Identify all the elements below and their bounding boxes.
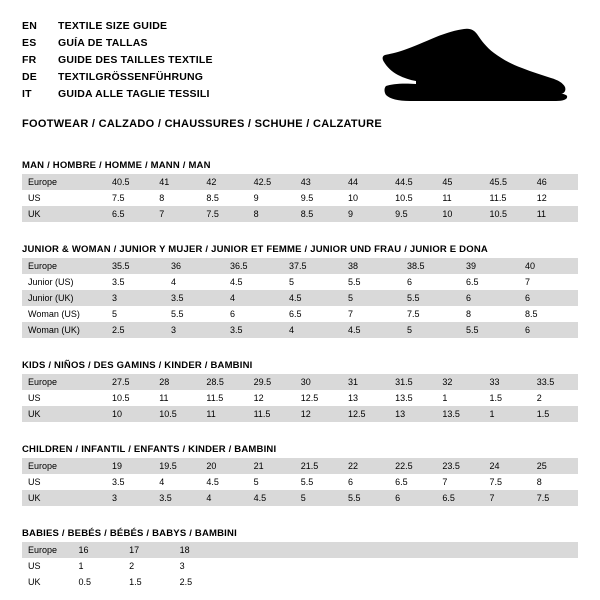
size-cell: 11.5 xyxy=(248,406,295,422)
size-cell: 6.5 xyxy=(106,206,153,222)
size-cell: 43 xyxy=(295,174,342,190)
size-cell: 4.5 xyxy=(224,274,283,290)
size-cell: 21 xyxy=(248,458,295,474)
size-cell: 12 xyxy=(295,406,342,422)
size-cell: 23.5 xyxy=(436,458,483,474)
size-cell: 4 xyxy=(200,490,247,506)
size-cell: 13.5 xyxy=(436,406,483,422)
row-label: Europe xyxy=(22,374,106,390)
size-cell: 5 xyxy=(283,274,342,290)
row-label: US xyxy=(22,474,106,490)
size-cell: 5.5 xyxy=(342,490,389,506)
category-title: FOOTWEAR / CALZADO / CHAUSSURES / SCHUHE / CALZATURE xyxy=(22,118,383,130)
row-label: Woman (UK) xyxy=(22,322,106,338)
size-cell: 7.5 xyxy=(401,306,460,322)
size-cell: 6 xyxy=(519,322,578,338)
size-cell: 11 xyxy=(200,406,247,422)
table-row xyxy=(22,274,578,290)
size-cell: 10 xyxy=(436,206,483,222)
size-cell: 7.5 xyxy=(484,474,531,490)
size-cell: 12.5 xyxy=(295,390,342,406)
table-row xyxy=(22,374,578,390)
size-cell: 27.5 xyxy=(106,374,153,390)
size-cell: 5 xyxy=(248,474,295,490)
language-row xyxy=(22,35,213,52)
size-cell: 30 xyxy=(295,374,342,390)
row-label: Europe xyxy=(22,458,106,474)
size-group-children xyxy=(22,444,578,506)
size-cell: 1 xyxy=(484,406,531,422)
size-cell: 2 xyxy=(123,558,174,574)
size-cell: 8 xyxy=(460,306,519,322)
size-group-babies xyxy=(22,528,578,590)
size-cell: 44.5 xyxy=(389,174,436,190)
language-title: TEXTILGRÖSSENFÜHRUNG xyxy=(58,71,204,83)
size-cell: 3 xyxy=(174,558,225,574)
language-title: GUIDE DES TAILLES TEXTILE xyxy=(58,54,213,66)
size-cell: 39 xyxy=(460,258,519,274)
row-label: Europe xyxy=(22,258,106,274)
size-cell: 3 xyxy=(106,490,153,506)
size-cell: 36 xyxy=(165,258,224,274)
size-table-man xyxy=(22,174,578,222)
size-cell: 5.5 xyxy=(295,474,342,490)
size-cell: 6 xyxy=(401,274,460,290)
size-cell: 3.5 xyxy=(106,274,165,290)
size-cell: 42.5 xyxy=(248,174,295,190)
dress-shoe-icon xyxy=(380,26,570,104)
table-row xyxy=(22,190,578,206)
size-cell: 19 xyxy=(106,458,153,474)
size-table-children xyxy=(22,458,578,506)
size-cell: 5 xyxy=(401,322,460,338)
language-code: EN xyxy=(22,20,37,32)
size-cell: 1.5 xyxy=(531,406,578,422)
size-cell: 10.5 xyxy=(106,390,153,406)
size-cell: 10 xyxy=(342,190,389,206)
size-cell: 11.5 xyxy=(484,190,531,206)
table-row xyxy=(22,574,578,590)
table-row xyxy=(22,458,578,474)
language-row xyxy=(22,69,213,86)
size-cell: 13.5 xyxy=(389,390,436,406)
size-cell: 2.5 xyxy=(174,574,225,590)
size-cell: 6.5 xyxy=(436,490,483,506)
group-title: CHILDREN / INFANTIL / ENFANTS / KINDER / BAMBINI xyxy=(22,444,277,455)
size-cell: 8 xyxy=(531,474,578,490)
size-cell: 3.5 xyxy=(106,474,153,490)
size-cell: 37.5 xyxy=(283,258,342,274)
size-cell: 6 xyxy=(460,290,519,306)
size-cell: 42 xyxy=(200,174,247,190)
language-row xyxy=(22,52,213,69)
size-cell: 1.5 xyxy=(484,390,531,406)
size-cell: 3.5 xyxy=(224,322,283,338)
size-cell: 35.5 xyxy=(106,258,165,274)
size-cell: 2.5 xyxy=(106,322,165,338)
size-cell: 10.5 xyxy=(389,190,436,206)
size-cell: 13 xyxy=(389,406,436,422)
size-cell: 6 xyxy=(342,474,389,490)
size-cell: 31.5 xyxy=(389,374,436,390)
size-cell: 5.5 xyxy=(165,306,224,322)
group-title: JUNIOR & WOMAN / JUNIOR Y MUJER / JUNIOR ET FEMME / JUNIOR UND FRAU / JUNIOR E DONA xyxy=(22,244,488,255)
size-cell: 3 xyxy=(106,290,165,306)
size-cell: 6.5 xyxy=(389,474,436,490)
table-row xyxy=(22,306,578,322)
row-label: US xyxy=(22,390,106,406)
size-table-kids xyxy=(22,374,578,422)
group-title: KIDS / NIÑOS / DES GAMINS / KINDER / BAMBINI xyxy=(22,360,253,371)
size-cell: 25 xyxy=(531,458,578,474)
size-cell: 7 xyxy=(342,306,401,322)
size-cell: 10 xyxy=(106,406,153,422)
size-cell: 18 xyxy=(174,542,225,558)
table-row xyxy=(22,290,578,306)
size-group-kids xyxy=(22,360,578,422)
size-cell: 7.5 xyxy=(106,190,153,206)
size-cell: 8.5 xyxy=(519,306,578,322)
table-row xyxy=(22,390,578,406)
size-cell: 12 xyxy=(531,190,578,206)
row-label: Junior (US) xyxy=(22,274,106,290)
size-cell: 4 xyxy=(165,274,224,290)
size-cell: 4.5 xyxy=(248,490,295,506)
table-row xyxy=(22,258,578,274)
size-cell: 40 xyxy=(519,258,578,274)
language-code: ES xyxy=(22,37,37,49)
size-cell: 11 xyxy=(153,390,200,406)
size-cell: 5.5 xyxy=(460,322,519,338)
table-row xyxy=(22,406,578,422)
size-cell: 5 xyxy=(106,306,165,322)
size-cell: 5 xyxy=(295,490,342,506)
table-row xyxy=(22,558,578,574)
table-row xyxy=(22,542,578,558)
size-cell: 28.5 xyxy=(200,374,247,390)
size-cell: 7 xyxy=(436,474,483,490)
document-header xyxy=(22,18,578,104)
row-label: US xyxy=(22,558,73,574)
group-title: BABIES / BEBÉS / BÉBÉS / BABYS / BAMBINI xyxy=(22,528,237,539)
size-cell: 3.5 xyxy=(153,490,200,506)
size-cell: 6 xyxy=(519,290,578,306)
size-cell: 1 xyxy=(436,390,483,406)
size-cell: 8.5 xyxy=(295,206,342,222)
size-cell: 8 xyxy=(248,206,295,222)
size-cell: 11 xyxy=(531,206,578,222)
size-cell: 12.5 xyxy=(342,406,389,422)
size-cell: 29.5 xyxy=(248,374,295,390)
table-row xyxy=(22,174,578,190)
size-cell: 45.5 xyxy=(484,174,531,190)
size-group-man xyxy=(22,160,578,222)
size-cell: 28 xyxy=(153,374,200,390)
language-code: FR xyxy=(22,54,37,66)
row-label: Europe xyxy=(22,174,106,190)
size-cell: 45 xyxy=(436,174,483,190)
language-title: GUÍA DE TALLAS xyxy=(58,37,148,49)
size-cell: 6.5 xyxy=(283,306,342,322)
language-code: DE xyxy=(22,71,37,83)
size-cell: 44 xyxy=(342,174,389,190)
size-cell: 4.5 xyxy=(200,474,247,490)
size-cell: 33 xyxy=(484,374,531,390)
size-cell: 22.5 xyxy=(389,458,436,474)
table-row xyxy=(22,490,578,506)
table-row xyxy=(22,206,578,222)
size-cell: 5 xyxy=(342,290,401,306)
size-cell: 3.5 xyxy=(165,290,224,306)
size-cell: 4.5 xyxy=(283,290,342,306)
row-label: US xyxy=(22,190,106,206)
size-cell: 41 xyxy=(153,174,200,190)
table-row xyxy=(22,474,578,490)
size-cell: 24 xyxy=(484,458,531,474)
size-cell: 1.5 xyxy=(123,574,174,590)
size-cell: 21.5 xyxy=(295,458,342,474)
size-cell: 12 xyxy=(248,390,295,406)
row-label: UK xyxy=(22,406,106,422)
size-cell: 4 xyxy=(153,474,200,490)
row-label: Europe xyxy=(22,542,73,558)
size-cell: 7.5 xyxy=(200,206,247,222)
size-cell: 32 xyxy=(436,374,483,390)
size-cell: 2 xyxy=(531,390,578,406)
row-label: UK xyxy=(22,490,106,506)
row-label: Woman (US) xyxy=(22,306,106,322)
size-cell: 5.5 xyxy=(342,274,401,290)
size-cell: 11 xyxy=(436,190,483,206)
language-code: IT xyxy=(22,88,32,100)
size-group-junior-woman xyxy=(22,244,578,338)
size-cell: 9 xyxy=(248,190,295,206)
size-cell: 7.5 xyxy=(531,490,578,506)
size-cell: 4 xyxy=(283,322,342,338)
size-cell: 3 xyxy=(165,322,224,338)
size-cell: 5.5 xyxy=(401,290,460,306)
size-cell: 33.5 xyxy=(531,374,578,390)
size-cell: 6.5 xyxy=(460,274,519,290)
language-row xyxy=(22,86,213,103)
size-cell: 10.5 xyxy=(484,206,531,222)
language-list xyxy=(22,18,213,103)
size-cell: 6 xyxy=(389,490,436,506)
size-cell: 20 xyxy=(200,458,247,474)
group-title: MAN / HOMBRE / HOMME / MANN / MAN xyxy=(22,160,211,171)
size-cell: 16 xyxy=(73,542,124,558)
size-cell: 38.5 xyxy=(401,258,460,274)
size-cell: 6 xyxy=(224,306,283,322)
language-title: GUIDA ALLE TAGLIE TESSILI xyxy=(58,88,210,100)
size-cell: 7 xyxy=(153,206,200,222)
size-cell: 22 xyxy=(342,458,389,474)
size-cell: 31 xyxy=(342,374,389,390)
size-cell: 9.5 xyxy=(389,206,436,222)
language-title: TEXTILE SIZE GUIDE xyxy=(58,20,168,32)
language-row xyxy=(22,18,213,35)
size-cell: 9.5 xyxy=(295,190,342,206)
size-cell: 9 xyxy=(342,206,389,222)
size-cell: 19.5 xyxy=(153,458,200,474)
size-cell: 4.5 xyxy=(342,322,401,338)
size-table-junior-woman xyxy=(22,258,578,338)
size-cell: 17 xyxy=(123,542,174,558)
size-table-babies xyxy=(22,542,578,590)
size-cell: 38 xyxy=(342,258,401,274)
size-cell: 0.5 xyxy=(73,574,124,590)
size-cell: 7 xyxy=(484,490,531,506)
size-cell: 10.5 xyxy=(153,406,200,422)
table-row xyxy=(22,322,578,338)
size-cell: 36.5 xyxy=(224,258,283,274)
size-cell: 4 xyxy=(224,290,283,306)
row-label: UK xyxy=(22,574,73,590)
language-list-body xyxy=(22,18,213,103)
size-cell: 40.5 xyxy=(106,174,153,190)
size-cell: 1 xyxy=(73,558,124,574)
size-cell: 7 xyxy=(519,274,578,290)
size-cell: 13 xyxy=(342,390,389,406)
size-cell: 11.5 xyxy=(200,390,247,406)
size-cell: 8 xyxy=(153,190,200,206)
size-cell: 8.5 xyxy=(200,190,247,206)
size-cell: 46 xyxy=(531,174,578,190)
row-label: Junior (UK) xyxy=(22,290,106,306)
row-label: UK xyxy=(22,206,106,222)
